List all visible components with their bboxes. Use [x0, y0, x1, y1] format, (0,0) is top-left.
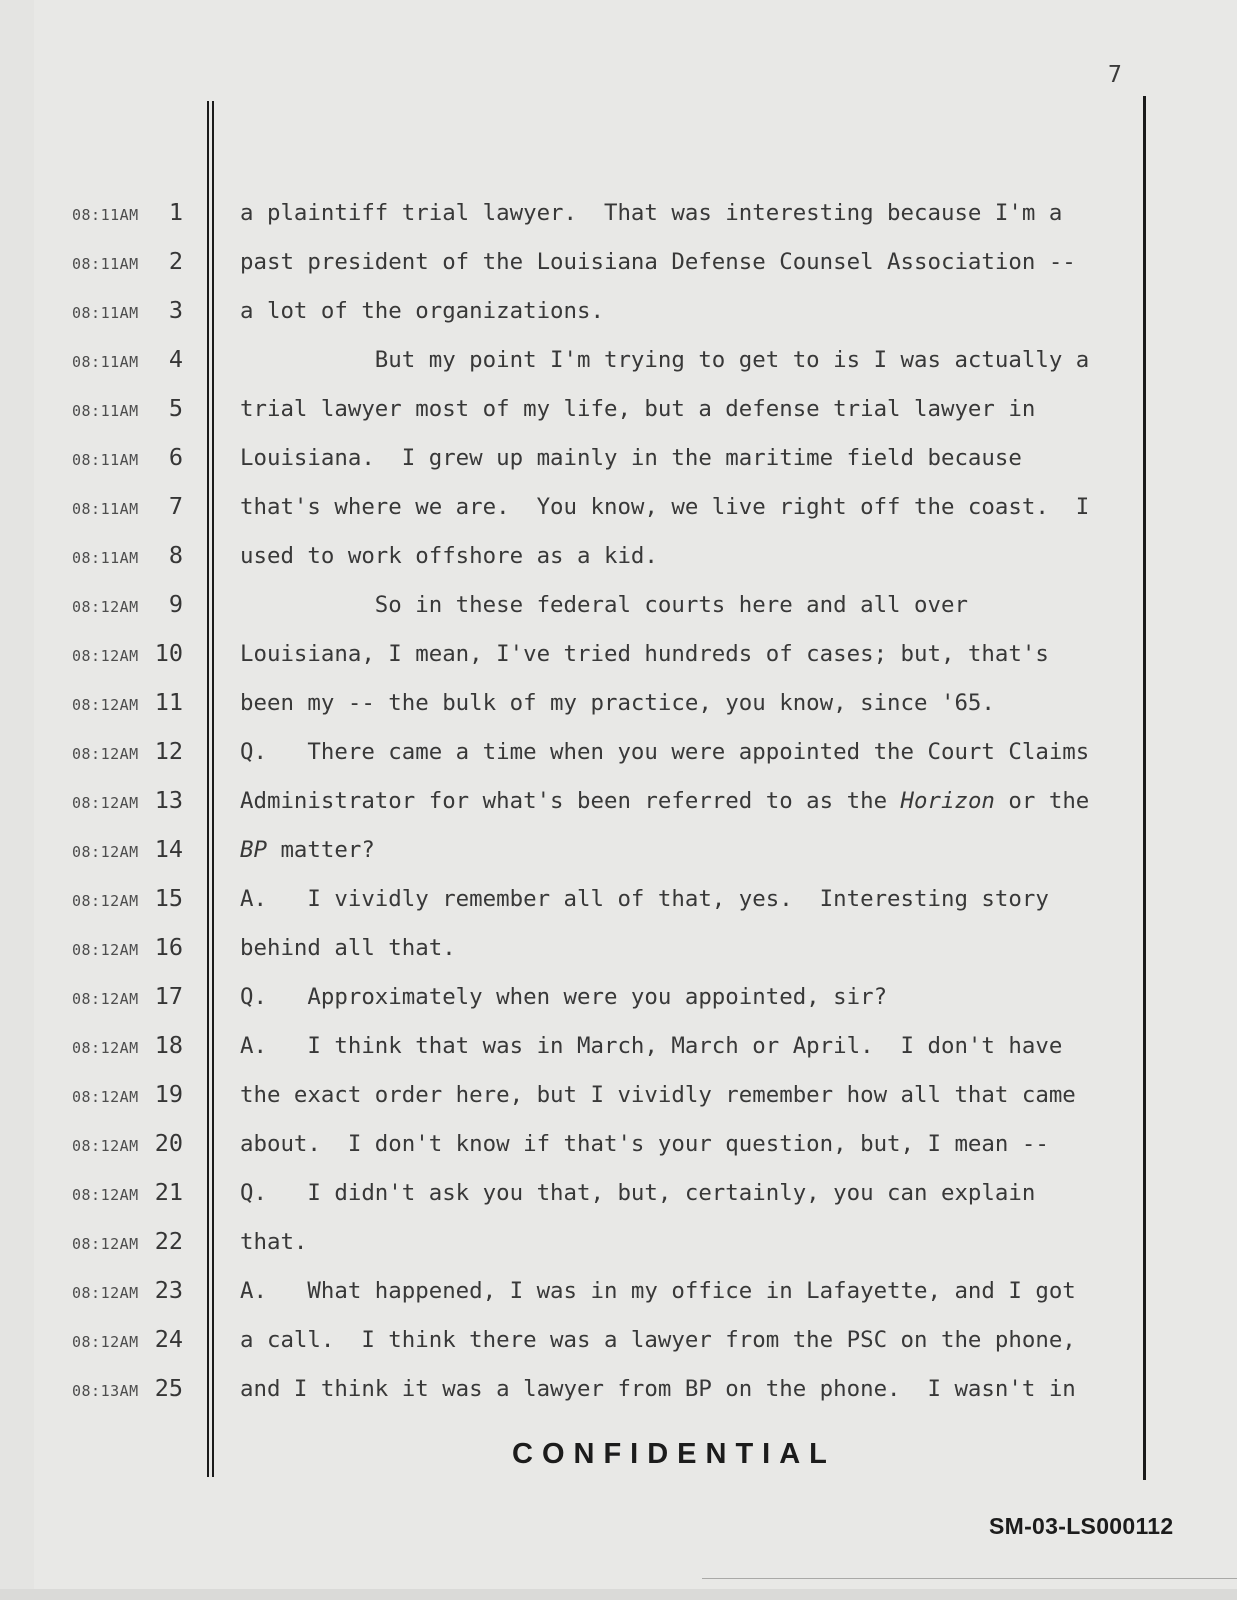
text-segment: a lot of the organizations. — [240, 298, 604, 324]
transcript-line — [0, 384, 1237, 433]
line-number: 19 — [154, 1080, 183, 1108]
transcript-line — [0, 874, 1237, 923]
transcript-line — [0, 923, 1237, 972]
text-segment: Administrator for what's been referred to as the — [240, 788, 901, 814]
timestamp: 08:11AM — [72, 353, 139, 371]
line-text — [240, 543, 658, 569]
text-segment: past president of the Louisiana Defense Counsel Association -- — [240, 249, 1076, 275]
transcript-line — [0, 286, 1237, 335]
line-text — [240, 347, 1089, 373]
timestamp: 08:11AM — [72, 304, 139, 322]
line-number: 17 — [154, 982, 183, 1010]
line-number: 5 — [168, 394, 183, 422]
line-text — [240, 1229, 307, 1255]
line-text — [240, 1033, 1062, 1059]
line-text — [240, 1180, 1035, 1206]
text-segment: matter? — [266, 837, 375, 863]
timestamp: 08:12AM — [72, 1039, 139, 1057]
page-number: 7 — [1108, 62, 1122, 88]
text-segment: Louisiana. I grew up mainly in the maritime field because — [240, 445, 1022, 471]
text-segment: that. — [240, 1229, 308, 1255]
line-text — [240, 984, 887, 1010]
transcript-line — [0, 629, 1237, 678]
line-number: 23 — [154, 1276, 183, 1304]
line-text — [240, 641, 1049, 667]
timestamp: 08:12AM — [72, 598, 139, 616]
line-number: 25 — [154, 1374, 183, 1402]
text-segment: the exact order here, but I vividly remember how all that came — [240, 1082, 1076, 1108]
transcript-line — [0, 482, 1237, 531]
line-number: 18 — [154, 1031, 183, 1059]
timestamp: 08:11AM — [72, 451, 139, 469]
line-text — [240, 886, 1049, 912]
line-number: 15 — [154, 884, 183, 912]
line-text — [240, 494, 1089, 520]
transcript-line — [0, 727, 1237, 776]
timestamp: 08:12AM — [72, 794, 139, 812]
timestamp: 08:12AM — [72, 843, 139, 861]
text-segment: or the — [994, 788, 1090, 814]
timestamp: 08:12AM — [72, 745, 139, 763]
line-number: 22 — [154, 1227, 183, 1255]
timestamp: 08:12AM — [72, 892, 139, 910]
transcript-line — [0, 1168, 1237, 1217]
transcript-line — [0, 531, 1237, 580]
transcript-line — [0, 1070, 1237, 1119]
timestamp: 08:11AM — [72, 255, 139, 273]
text-segment: A. What happened, I was in my office in Lafayette, and I got — [240, 1278, 1076, 1304]
bates-number: SM-03-LS000112 — [989, 1513, 1174, 1539]
timestamp: 08:13AM — [72, 1382, 139, 1400]
scan-edge-bottom — [0, 1589, 1237, 1600]
text-segment: A. I vividly remember all of that, yes. Interesting story — [240, 886, 1049, 912]
confidential-stamp: CONFIDENTIAL — [512, 1438, 836, 1470]
line-number: 4 — [168, 345, 183, 373]
line-text — [240, 1327, 1076, 1353]
text-segment: that's where we are. You know, we live right off the coast. I — [240, 494, 1090, 520]
text-segment: about. I don't know if that's your question, but, I mean -- — [240, 1131, 1049, 1157]
scan-artifact-line — [702, 1578, 1237, 1579]
line-number: 12 — [154, 737, 183, 765]
line-text — [240, 1376, 1076, 1402]
line-text — [240, 1082, 1076, 1108]
transcript-body — [0, 188, 1237, 1413]
timestamp: 08:11AM — [72, 206, 139, 224]
line-text — [240, 396, 1035, 422]
line-number: 13 — [154, 786, 183, 814]
transcript-line — [0, 1021, 1237, 1070]
timestamp: 08:11AM — [72, 549, 139, 567]
timestamp: 08:12AM — [72, 1235, 139, 1253]
line-text — [240, 1278, 1076, 1304]
line-number: 10 — [154, 639, 183, 667]
text-segment: been my -- the bulk of my practice, you know, since '65. — [240, 690, 995, 716]
line-text — [240, 935, 456, 961]
timestamp: 08:11AM — [72, 402, 139, 420]
text-segment: Q. There came a time when you were appointed the Court Claims — [240, 739, 1090, 765]
line-text — [240, 249, 1076, 275]
italic-text-segment: BP — [240, 837, 267, 863]
line-text — [240, 837, 375, 863]
line-number: 21 — [154, 1178, 183, 1206]
text-segment: Q. I didn't ask you that, but, certainly, you can explain — [240, 1180, 1036, 1206]
text-segment: So in these federal courts here and all over — [240, 592, 968, 618]
timestamp: 08:12AM — [72, 647, 139, 665]
timestamp: 08:12AM — [72, 1137, 139, 1155]
transcript-line — [0, 1364, 1237, 1413]
line-text — [240, 298, 604, 324]
transcript-line — [0, 1266, 1237, 1315]
timestamp: 08:12AM — [72, 1284, 139, 1302]
timestamp: 08:11AM — [72, 500, 139, 518]
text-segment: a plaintiff trial lawyer. That was interesting because I'm a — [240, 200, 1063, 226]
transcript-line — [0, 433, 1237, 482]
timestamp: 08:12AM — [72, 696, 139, 714]
timestamp: 08:12AM — [72, 990, 139, 1008]
italic-text-segment: Horizon — [900, 788, 995, 814]
line-number: 20 — [154, 1129, 183, 1157]
line-number: 3 — [168, 296, 183, 324]
line-number: 2 — [168, 247, 183, 275]
text-segment: a call. I think there was a lawyer from the PSC on the phone, — [240, 1327, 1076, 1353]
transcript-line — [0, 1217, 1237, 1266]
text-segment: Louisiana, I mean, I've tried hundreds of cases; but, that's — [240, 641, 1049, 667]
line-number: 7 — [168, 492, 183, 520]
line-number: 24 — [154, 1325, 183, 1353]
line-text — [240, 690, 995, 716]
timestamp: 08:12AM — [72, 1186, 139, 1204]
transcript-line — [0, 776, 1237, 825]
line-number: 16 — [154, 933, 183, 961]
text-segment: behind all that. — [240, 935, 456, 961]
transcript-line — [0, 1119, 1237, 1168]
line-number: 1 — [168, 198, 183, 226]
line-number: 9 — [168, 590, 183, 618]
transcript-line — [0, 1315, 1237, 1364]
line-number: 8 — [168, 541, 183, 569]
transcript-line — [0, 972, 1237, 1021]
line-number: 11 — [154, 688, 183, 716]
transcript-line — [0, 825, 1237, 874]
transcript-line — [0, 237, 1237, 286]
text-segment: used to work offshore as a kid. — [240, 543, 658, 569]
transcript-line — [0, 678, 1237, 727]
transcript-line — [0, 335, 1237, 384]
timestamp: 08:12AM — [72, 941, 139, 959]
line-text — [240, 200, 1062, 226]
timestamp: 08:12AM — [72, 1333, 139, 1351]
line-text — [240, 739, 1089, 765]
text-segment: But my point I'm trying to get to is I was actually a — [240, 347, 1090, 373]
text-segment: trial lawyer most of my life, but a defense trial lawyer in — [240, 396, 1036, 422]
line-number: 6 — [168, 443, 183, 471]
text-segment: and I think it was a lawyer from BP on the phone. I wasn't in — [240, 1376, 1076, 1402]
line-text — [240, 788, 1089, 814]
transcript-line — [0, 580, 1237, 629]
line-text — [240, 1131, 1049, 1157]
text-segment: A. I think that was in March, March or April. I don't have — [240, 1033, 1063, 1059]
text-segment: Q. Approximately when were you appointed, sir? — [240, 984, 888, 1010]
transcript-line — [0, 188, 1237, 237]
line-text — [240, 592, 968, 618]
line-number: 14 — [154, 835, 183, 863]
line-text — [240, 445, 1022, 471]
timestamp: 08:12AM — [72, 1088, 139, 1106]
